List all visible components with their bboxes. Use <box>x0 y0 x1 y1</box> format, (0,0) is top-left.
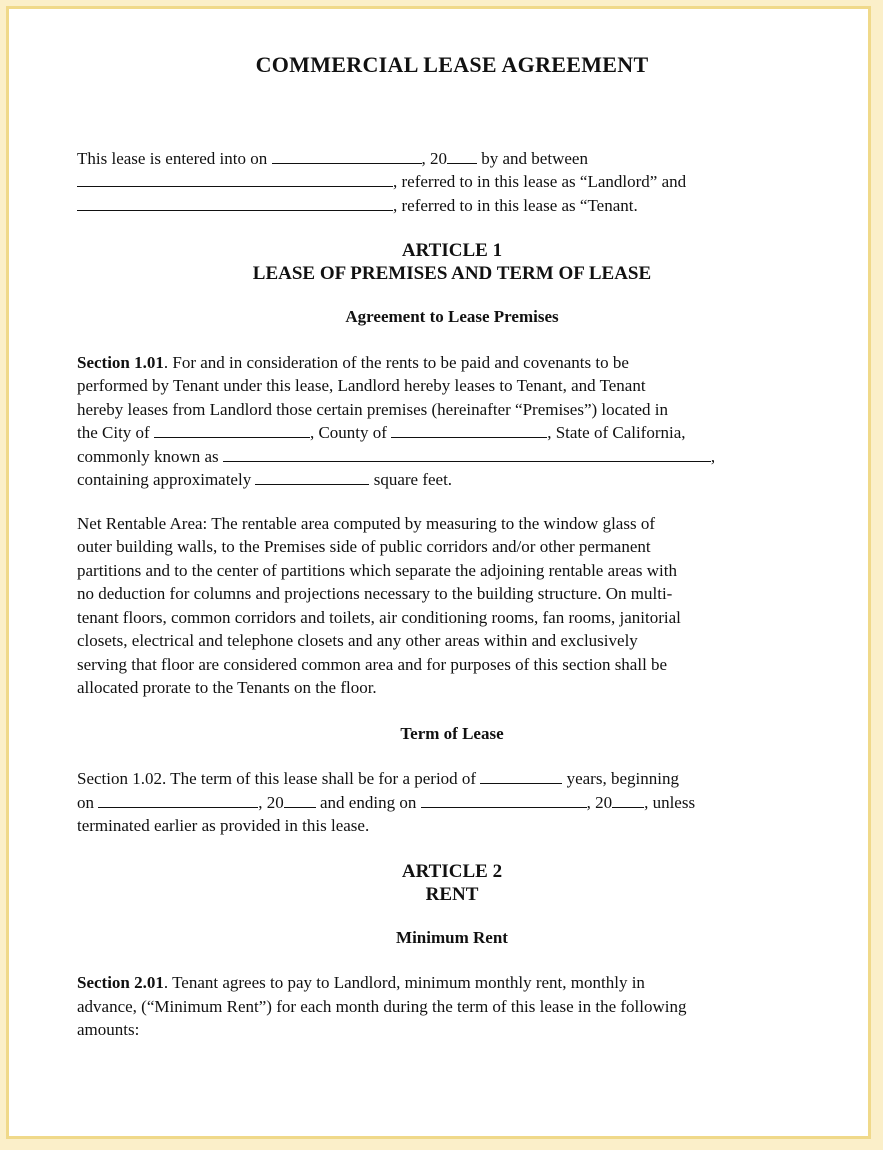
start-date-blank[interactable] <box>98 791 258 808</box>
intro-line-3: , referred to in this lease as “Tenant. <box>77 194 827 218</box>
heading-term-of-lease: Term of Lease <box>400 723 504 743</box>
date-blank[interactable] <box>272 147 422 164</box>
net-rentable-line-2: outer building walls, to the Premises side of public corridors and/or other permanent <box>77 537 651 556</box>
net-rentable-line-8: allocated prorate to the Tenants on the floor. <box>77 678 377 697</box>
start-year-blank[interactable] <box>284 791 316 808</box>
section-1-01-line-4: the City of , County of , State of California, <box>77 423 686 442</box>
term-years-blank[interactable] <box>480 767 562 784</box>
net-rentable-line-6: closets, electrical and telephone closets and any other areas within and exclusively <box>77 631 638 650</box>
year-blank[interactable] <box>447 147 477 164</box>
square-feet-blank[interactable] <box>255 468 369 485</box>
section-1-01-line-6: containing approximately square feet. <box>77 470 453 489</box>
net-rentable-line-7: serving that floor are considered common area and for purposes of this section shall be <box>77 654 668 674</box>
article-2-number: ARTICLE 2 <box>401 860 503 882</box>
section-1-02-line-3: terminated earlier as provided in this lease. <box>77 816 370 835</box>
section-2-01-label: Section 2.01 <box>77 973 164 992</box>
county-blank[interactable] <box>391 421 547 438</box>
net-rentable-line-5: tenant floors, common corridors and toilets, air conditioning rooms, fan rooms, janitorial <box>77 607 681 627</box>
city-blank[interactable] <box>154 421 310 438</box>
section-1-01-line-2: performed by Tenant under this lease, Landlord hereby leases to Tenant, and Tenant <box>77 376 646 395</box>
intro-line-2: , referred to in this lease as “Landlord” and <box>77 170 827 194</box>
section-2-01-line-3: amounts: <box>77 1020 140 1039</box>
document-page <box>6 6 871 1139</box>
section-1-01-line-5: commonly known as , <box>77 446 716 466</box>
document-title: COMMERCIAL LEASE AGREEMENT <box>255 52 649 77</box>
heading-minimum-rent: Minimum Rent <box>396 927 508 947</box>
net-rentable-line-3: partitions and to the center of partitions which separate the adjoining rentable areas with <box>77 560 677 580</box>
section-2-01-line-1: Section 2.01. Tenant agrees to pay to Landlord, minimum monthly rent, monthly in <box>77 973 645 992</box>
section-1-01-label: Section 1.01 <box>77 352 164 372</box>
article-1-number: ARTICLE 1 <box>401 240 503 261</box>
article-2-title: RENT <box>425 883 479 905</box>
document-content <box>77 53 827 1042</box>
premises-address-blank[interactable] <box>223 445 711 462</box>
end-date-blank[interactable] <box>421 791 587 808</box>
intro-line-1: This lease is entered into on , 20 by and between <box>77 148 588 168</box>
net-rentable-line-1: Net Rentable Area: The rentable area computed by measuring to the window glass of <box>77 513 655 533</box>
landlord-name-blank[interactable] <box>77 170 393 187</box>
net-rentable-line-4: no deduction for columns and projections necessary to the building structure. On multi- <box>77 584 673 603</box>
section-2-01-line-2: advance, (“Minimum Rent”) for each month during the term of this lease in the following <box>77 996 687 1016</box>
heading-agreement-to-lease: Agreement to Lease Premises <box>345 307 559 326</box>
tenant-name-blank[interactable] <box>77 194 393 211</box>
end-year-blank[interactable] <box>612 791 644 808</box>
article-1-title: LEASE OF PREMISES AND TERM OF LEASE <box>252 263 652 284</box>
section-1-01-line-1: Section 1.01. For and in consideration of the rents to be paid and covenants to be <box>77 352 629 372</box>
section-1-02-line-2: on , 20 and ending on , 20 , unless <box>77 792 696 812</box>
section-1-02-line-1: Section 1.02. The term of this lease shall be for a period of years, beginning <box>77 769 679 788</box>
section-1-01-line-3: hereby leases from Landlord those certain premises (hereinafter “Premises”) located in <box>77 399 668 419</box>
